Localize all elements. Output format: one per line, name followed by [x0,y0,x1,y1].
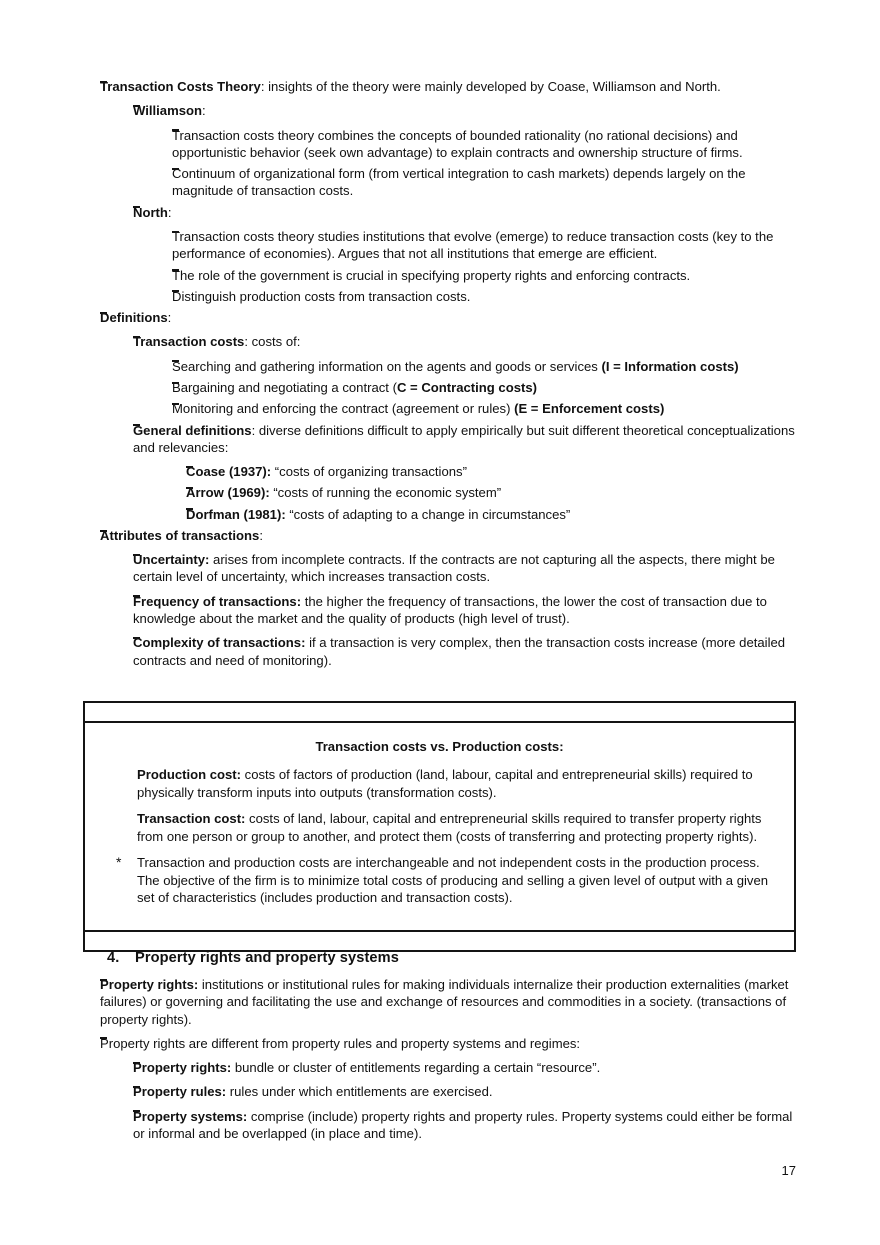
box-title: Transaction costs vs. Production costs: [315,739,564,754]
outline-item-body: Monitoring and enforcing the contract (agreement or rules) [172,401,515,417]
outline-item-text [133,1059,798,1076]
top-outline-list [0,78,880,676]
outline-item-text [133,593,798,628]
outline-item [133,593,880,628]
outline-item-term: Property rights: [133,1060,232,1076]
outline-item-text [172,228,798,263]
box-item [137,766,780,801]
outline-item [133,551,880,586]
outline-item-text [172,379,798,396]
outline-item-body: institutions or institutional rules for making individuals internalize their production externalities (market failures) or governing and facilitating the use and exchange of resources and commodities in a society. (transactions of property rights). [100,977,789,1027]
outline-item-body: Transaction costs theory studies institutions that evolve (emerge) to reduce transaction costs (key to the performance of economies). Argues that not all institutions that emerge are efficient. [172,228,774,262]
dash-bullet-icon [172,225,186,242]
dash-bullet-icon [100,75,114,92]
outline-item-text [186,463,798,480]
dash-bullet-icon [133,1081,147,1098]
outline-item [100,1035,880,1052]
outline-item-body: Distinguish production costs from transaction costs. [172,288,471,304]
outline-item-body: rules under which entitlements are exercised. [226,1084,493,1100]
outline-item-text [100,976,798,1028]
outline-item-term: Frequency of transactions: [133,593,302,609]
outline-item-text [172,400,798,417]
section-heading [107,950,399,966]
outline-item [186,463,880,480]
page-number: 17 [781,1163,796,1178]
outline-item [172,228,880,263]
box-top-band [85,703,794,723]
outline-item [133,1108,880,1143]
outline-item-text [186,484,798,501]
dash-bullet-icon [186,460,200,477]
outline-item [172,267,880,284]
dash-bullet-icon [133,548,147,565]
outline-item-body: : insights of the theory were mainly developed by Coase, Williamson and North. [260,79,721,94]
dash-bullet-icon [172,264,186,281]
dash-bullet-icon [133,631,147,648]
outline-item-body: : costs of: [244,334,301,350]
dash-bullet-icon [172,397,186,414]
outline-item-text [133,204,798,221]
outline-item-text [172,127,798,162]
outline-item [133,1059,880,1076]
outline-item-term: Complexity of transactions: [133,635,306,651]
dash-bullet-icon [172,124,186,141]
outline-item-text [172,358,798,375]
outline-item [172,165,880,200]
outline-item-term: General definitions [133,422,252,438]
outline-item-body: Bargaining and negotiating a contract ( [172,379,397,395]
outline-item-trailing-term: (I = Information costs) [601,358,739,374]
outline-item-term: Dorfman (1981): [186,506,286,522]
outline-item-body: The role of the government is crucial in specifying property rights and enforcing contracts. [172,267,691,283]
outline-item [100,309,880,326]
outline-item-term: Transaction costs [133,334,245,350]
outline-item-term: Uncertainty: [133,552,210,568]
outline-item-body: the higher the frequency of transactions, the lower the cost of transaction due to knowledge about the market and the quality of products (high level of trust). [133,593,767,627]
box-item-body: costs of land, labour, capital and entrepreneurial skills required to transfer property rights from one person or group to another, and protect them (costs of transferring and protecting property rights). [137,811,762,844]
box-item-term: Production cost: [137,767,242,782]
outline-item [186,484,880,501]
dash-bullet-icon [186,503,200,520]
outline-item-body: bundle or cluster of entitlements regarding a certain “resource”. [231,1060,601,1076]
asterisk-bullet-icon: * [116,853,122,870]
section-title: Property rights and property systems [135,950,399,966]
outline-item-body: if a transaction is very complex, then the transaction costs increase (more detailed contracts and need of monitoring). [133,635,786,668]
dash-bullet-icon [172,285,186,302]
dash-bullet-icon [133,201,147,218]
outline-item-body: “costs of organizing transactions” [271,464,467,480]
outline-item-body: : diverse definitions difficult to apply empirically but suit different theoretical conceptualizations and relevancies: [133,422,795,455]
box-bottom-band [85,930,794,950]
bottom-outline-list [0,976,880,1149]
outline-item-term: Definitions [100,310,168,326]
outline-item-body: : [167,204,172,220]
outline-item-body: Property rights are different from property rules and property systems and regimes: [100,1035,581,1051]
outline-item-text [133,634,798,669]
outline-item-text [100,78,798,95]
box-item [116,853,780,907]
outline-item-trailing-term: (E = Enforcement costs) [514,401,665,417]
dash-bullet-icon [133,1105,147,1122]
outline-item-term: Attributes of transactions [100,527,260,543]
section-number: 4. [107,950,120,966]
outline-item-term: Coase (1937): [186,464,272,480]
outline-item-term: Arrow (1969): [186,485,270,501]
dash-bullet-icon [100,1032,114,1049]
outline-item-term: Property systems: [133,1108,248,1124]
outline-item-term: North [133,204,168,220]
outline-item-text [172,288,798,305]
outline-item-text [172,267,798,284]
outline-item-text [100,1035,798,1052]
dash-bullet-icon [133,1056,147,1073]
outline-item-body: “costs of running the economic system” [269,485,502,501]
outline-item [133,422,880,457]
outline-item [172,358,880,375]
box-item [137,810,780,845]
outline-item-term: Williamson [133,103,202,119]
outline-item-body: comprise (include) property rights and property rules. Property systems could either be formal or informal and be overlapped (in place and time). [133,1108,793,1141]
box-item-body: Transaction and production costs are interchangeable and not independent costs in the production process. The objective of the firm is to minimize total costs of producing and selling a given level of output with a given set of characteristics (includes production and transaction costs). [137,855,769,906]
dash-bullet-icon [186,481,200,498]
outline-item-text [100,309,798,326]
outline-item [100,527,880,544]
box-body [85,723,794,930]
outline-item-body: arises from incomplete contracts. If the contracts are not capturing all the aspects, there might be certain level of uncertainty, which increases transaction costs. [133,552,775,585]
outline-item-text [100,527,798,544]
outline-item [172,400,880,417]
highlight-box [83,701,796,952]
outline-item [133,1083,880,1100]
outline-item-trailing-term: C = Contracting costs) [396,379,537,395]
dash-bullet-icon [172,355,186,372]
outline-item-text [172,165,798,200]
dash-bullet-icon [133,590,147,607]
outline-item [133,333,880,350]
dash-bullet-icon [133,331,147,348]
outline-item-text [133,1108,798,1143]
box-item-term: Transaction cost: [137,811,246,827]
outline-item [100,78,880,95]
outline-item-text [133,1083,798,1100]
outline-item-text [186,506,798,523]
outline-item-text [133,422,798,457]
box-item-body: costs of factors of production (land, labour, capital and entrepreneurial skills) required to physically transform inputs into outputs (transformation costs). [137,767,753,800]
outline-item-term: Transaction Costs Theory [100,79,261,94]
outline-item [133,634,880,669]
outline-item-term: Property rules: [133,1084,227,1100]
dash-bullet-icon [172,376,186,393]
outline-item-term: Property rights: [100,977,199,992]
outline-item [100,976,880,1028]
outline-item-body: Searching and gathering information on the agents and goods or services [172,358,602,374]
outline-item [172,127,880,162]
outline-item [186,506,880,523]
outline-item [172,379,880,396]
outline-item-body: Continuum of organizational form (from vertical integration to cash markets) depends largely on the magnitude of transaction costs. [172,166,746,199]
outline-item-text [133,102,798,119]
outline-item-body: Transaction costs theory combines the concepts of bounded rationality (no rational decisions) and opportunistic behavior (seek own advantage) to explain contracts and ownership structure of firms. [172,127,743,160]
dash-bullet-icon [133,419,147,436]
outline-item-body: : [202,103,206,119]
dash-bullet-icon [100,973,114,990]
outline-item [172,288,880,305]
outline-item [133,102,880,119]
outline-item-body: “costs of adapting to a change in circumstances” [285,506,571,522]
outline-item-body: : [259,527,263,543]
dash-bullet-icon [100,524,114,541]
outline-item [133,204,880,221]
outline-item-body: : [167,310,172,326]
dash-bullet-icon [133,99,147,116]
box-item-list [99,766,780,907]
dash-bullet-icon [172,162,186,179]
dash-bullet-icon [100,306,114,323]
outline-item-text [133,551,798,586]
outline-item-text [133,333,798,350]
